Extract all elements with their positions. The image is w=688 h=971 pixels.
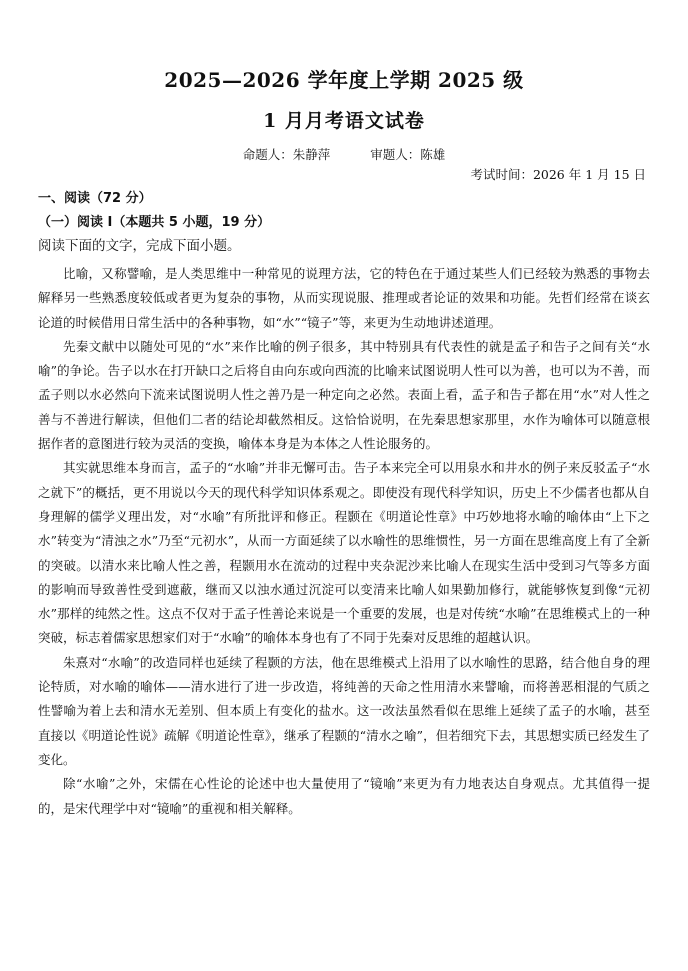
reading-passage <box>38 262 650 821</box>
passage-paragraph: 其实就思维本身而言，孟子的“水喻”并非无懈可击。告子本来完全可以用泉水和井水的例子来反驳孟子“水之就下”的概括，更不用说以今天的现代科学知识体系观之。即使没有现代科学知识，历史上不少儒者也都从自身理解的儒学义理出发，对“水喻”有所批评和修正。程颢在《明道论性章》中巧妙地将水喻的喻体由“上下之水”转变为“清浊之水”乃至“元初水”，从而一方面延续了以水喻性的思维惯性，另一方面在思维高度上有了全新的突破。以清水来比喻人性之善，程颢用水在流动的过程中夹杂泥沙来比喻人在现实生活中受到习气等多方面的影响而导致善性受到遮蔽，继而又以浊水通过沉淀可以变清来比喻人如果勤加修行，就能够恢复到像“元初水”那样的纯然之性。这点不仅对于孟子性善论来说是一个重要的发展，也是对传统“水喻”在思维模式上的一种突破，标志着儒家思想家们对于“水喻”的喻体本身也有了不同于先秦对反思维的超越认识。 <box>38 460 650 646</box>
exam-date: 考试时间：2026 年 1 月 15 日 <box>470 167 646 182</box>
exam-title: 2025—2026 学年度上学期 2025 级 <box>164 68 524 92</box>
passage-paragraph: 比喻，又称譬喻，是人类思维中一种常见的说理方法，它的特色在于通过某些人们已经较为熟悉的事物去解释另一些熟悉度较低或者更为复杂的事物，从而实现说服、推理或者论证的效果和功能。先哲们经常在谈玄论道的时候借用日常生活中的各种事物，如“水”“镜子”等，来更为生动地讲述道理。 <box>38 266 650 330</box>
reading-instruction: 阅读下面的文字，完成下面小题。 <box>38 238 241 254</box>
section-heading: 一、阅读（72 分） <box>38 191 152 206</box>
passage-paragraph: 朱熹对“水喻”的改造同样也延续了程颢的方法，他在思维模式上沿用了以水喻性的思路，结合他自身的理论特质，对水喻的喻体——清水进行了进一步改造，将纯善的天命之性用清水来譬喻，而将善恶相混的气质之性譬喻为着上去和清水无差别、但本质上有变化的盐水。这一改法虽然看似在思维上延续了孟子的水喻，甚至直接以《明道论性说》疏解《明道论性章》，继承了程颢的“清水之喻”，但若细究下去，其思想实质已经发生了变化。 <box>38 654 650 767</box>
question-setter: 命题人：朱静萍 <box>242 147 331 162</box>
subsection-heading: （一）阅读 I（本题共 5 小题，19 分） <box>38 215 271 230</box>
author-line <box>0 145 688 163</box>
passage-paragraph: 除“水喻”之外，宋儒在心性论的论述中也大量使用了“镜喻”来更为有力地表达自身观点。尤其值得一提的，是宋代理学中对“镜喻”的重视和相关解释。 <box>38 776 650 816</box>
passage-paragraph: 先秦文献中以随处可见的“水”来作比喻的例子很多，其中特别具有代表性的就是孟子和告子之间有关“水喻”的争论。告子以水在打开缺口之后将自由向东或向西流的比喻来试图说明人性可以为善，也可以为不善，而孟子则以水必然向下流来试图说明人性之善乃是一种定向之必然。表面上看，孟子和告子都在用“水”对人性之善与不善进行解读，但他们二者的结论却截然相反。这恰恰说明，在先秦思想家那里，水作为喻体可以随意根据作者的意图进行较为灵活的变换，喻体本身是为本体之人性论服务的。 <box>38 338 650 452</box>
exam-subtitle: 1 月月考语文试卷 <box>263 110 425 132</box>
question-reviewer: 审题人：陈雄 <box>370 147 446 162</box>
